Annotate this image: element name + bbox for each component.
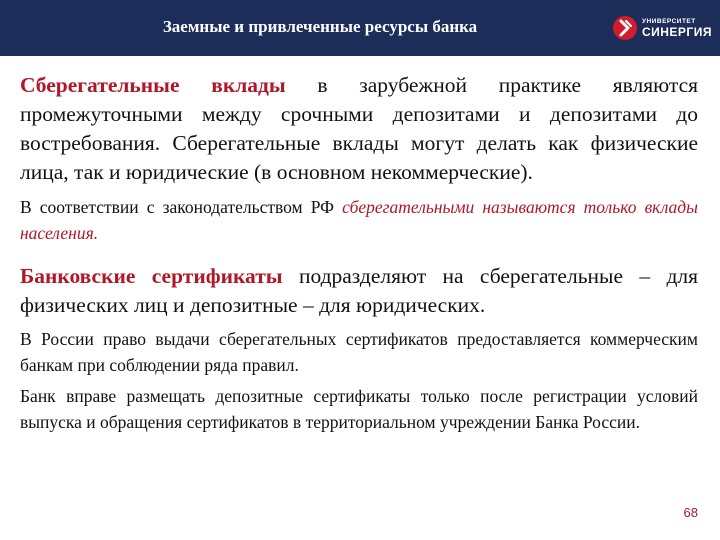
- paragraph-text: в зарубежной практике являются промежуточными между срочными депозитами и депозитами до востребования. Сберегательные вклады могут делать как физические лица, так и юридические (в основном некоммерческие).: [20, 73, 698, 184]
- page-number: 68: [683, 505, 698, 520]
- university-logo: [612, 14, 712, 42]
- paragraph-text: подразделяют на сберегательные – для физических лиц и депозитные – для юридических.: [20, 264, 698, 317]
- logo-text-top: УНИВЕРСИТЕТ: [641, 17, 696, 25]
- paragraph-bank-certificates: [20, 262, 698, 320]
- paragraph-legislation: [20, 194, 698, 246]
- highlight-text: сберегательными называются только вклады населения.: [20, 197, 698, 243]
- paragraph-text: В соответствии с законодательством РФ: [20, 197, 343, 217]
- logo-text: [642, 18, 712, 39]
- paragraph-russia-rights: [20, 326, 698, 378]
- paragraph-text: Банк вправе размещать депозитные сертификаты только после регистрации условий выпуска и обращения сертификатов в территориальном учреждении Банка России.: [20, 386, 698, 432]
- slide-header: [0, 0, 720, 56]
- term-bank-certificates: Банковские сертификаты: [20, 264, 283, 288]
- term-savings-deposits: Сберегательные вклады: [20, 73, 286, 97]
- slide-body: [20, 71, 698, 435]
- synergy-logo-icon: [612, 15, 638, 41]
- slide-title: Заемные и привлеченные ресурсы банка: [162, 17, 478, 36]
- paragraph-deposit-certificates: [20, 383, 698, 435]
- logo-text-bottom: СИНЕРГИЯ: [641, 24, 712, 39]
- paragraph-text: В России право выдачи сберегательных сертификатов предоставляется коммерческим банкам при соблюдении ряда правил.: [20, 329, 698, 375]
- paragraph-savings-deposits: [20, 71, 698, 187]
